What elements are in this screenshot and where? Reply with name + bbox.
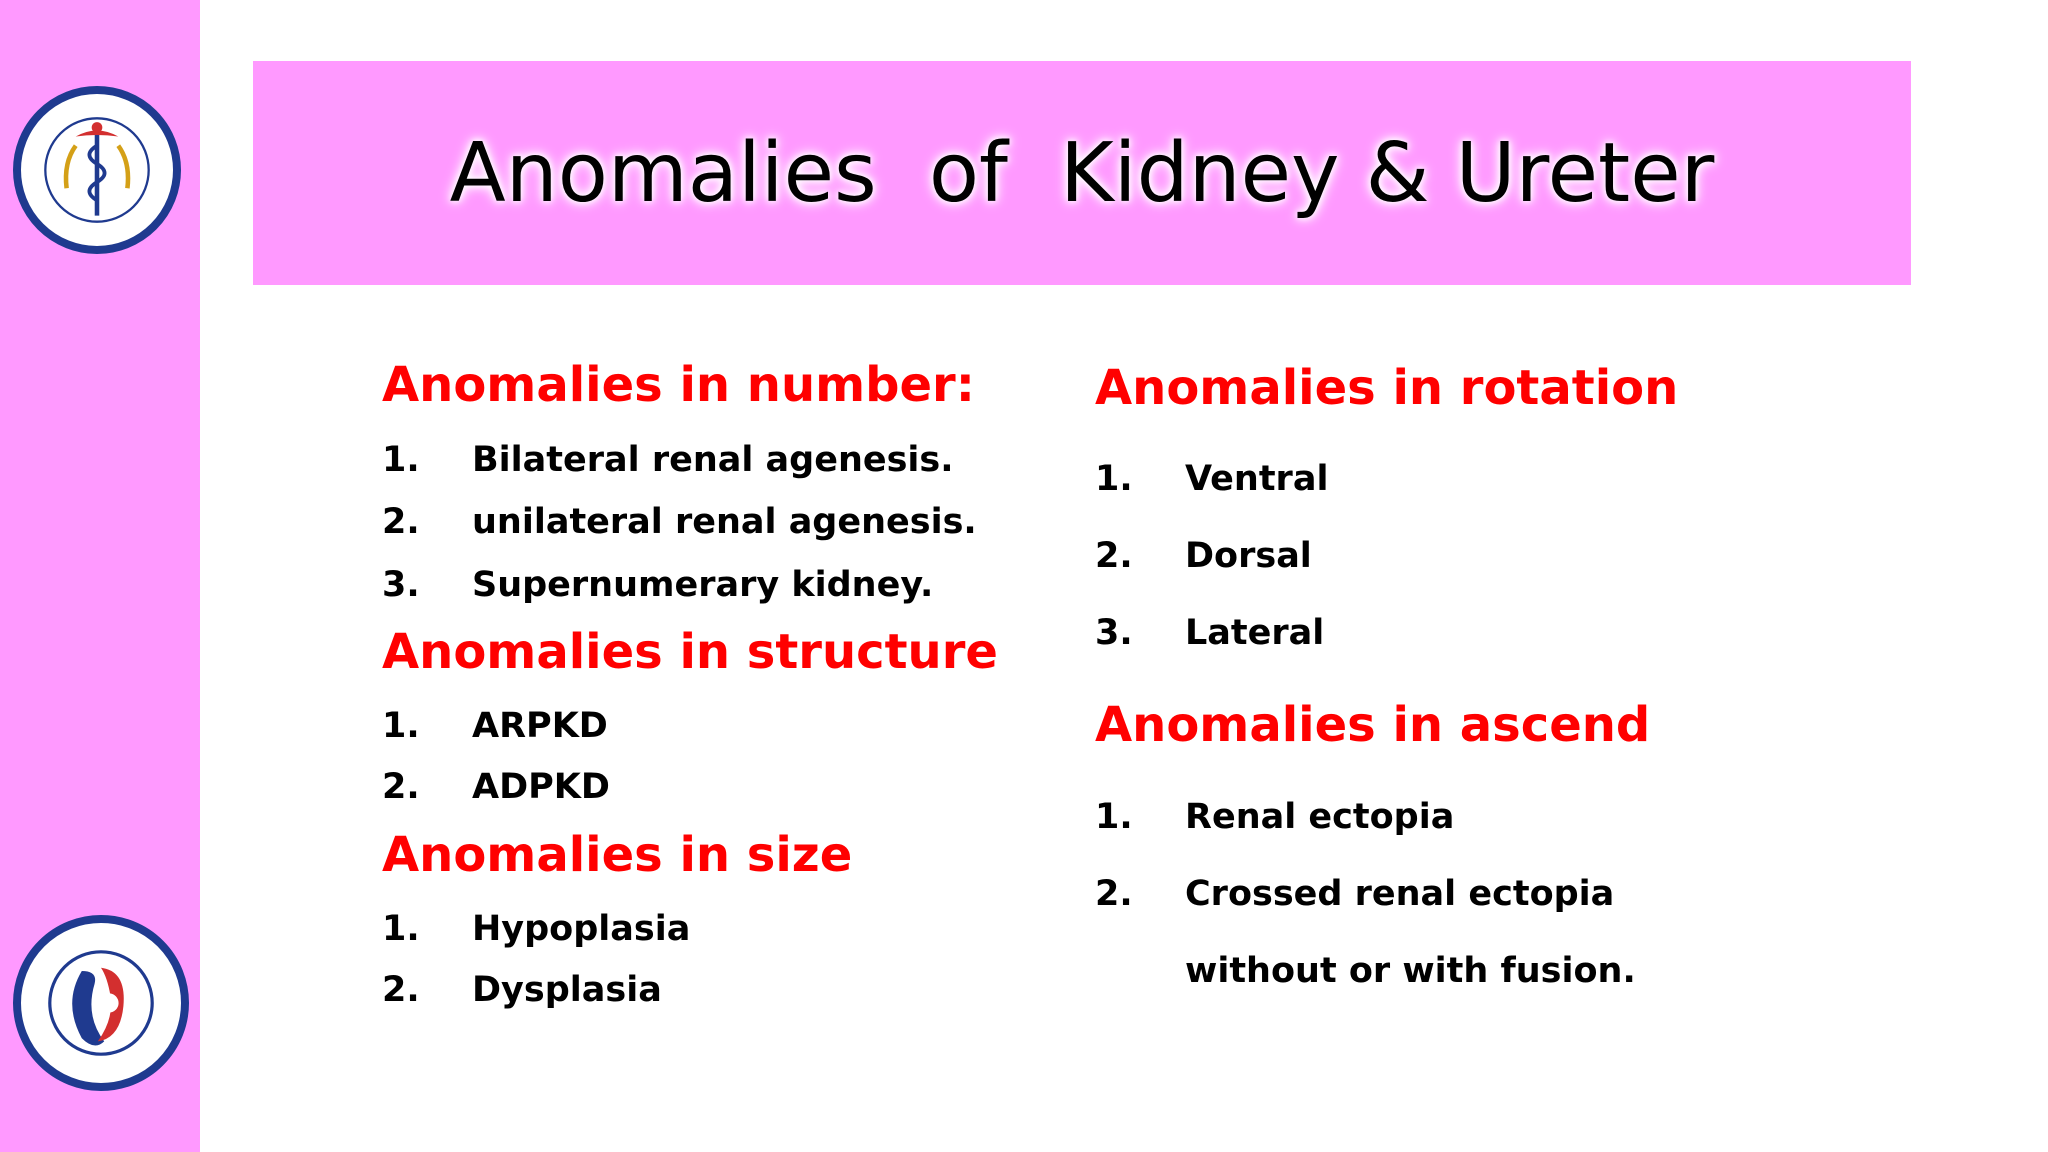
heading-anomalies-in-rotation: Anomalies in rotation xyxy=(1095,360,1679,416)
list-number: 2. xyxy=(382,970,420,1010)
list-text: unilateral renal agenesis. xyxy=(472,502,977,542)
list-number: 3. xyxy=(1095,613,1133,653)
caduceus-icon xyxy=(21,94,173,246)
title-banner xyxy=(253,61,1911,285)
list-text: Lateral xyxy=(1185,613,1325,653)
list-number: 2. xyxy=(1095,874,1133,914)
heading-anomalies-in-ascend: Anomalies in ascend xyxy=(1095,697,1651,753)
list-number: 1. xyxy=(382,706,420,746)
heading-anomalies-in-number: Anomalies in number: xyxy=(382,357,975,413)
list-number: 1. xyxy=(382,909,420,949)
list-number: 1. xyxy=(382,440,420,480)
orient-hospital-logo xyxy=(13,915,189,1091)
list-text: Supernumerary kidney. xyxy=(472,565,934,605)
heading-anomalies-in-size: Anomalies in size xyxy=(382,827,853,883)
list-text: Dorsal xyxy=(1185,536,1312,576)
list-text: Dysplasia xyxy=(472,970,662,1010)
list-text: ARPKD xyxy=(472,706,608,746)
list-number: 1. xyxy=(1095,459,1133,499)
mother-baby-icon xyxy=(21,923,181,1083)
list-number: 3. xyxy=(382,565,420,605)
list-text: without or with fusion. xyxy=(1185,951,1636,991)
list-number: 2. xyxy=(1095,536,1133,576)
list-number: 2. xyxy=(382,767,420,807)
list-text: Bilateral renal agenesis. xyxy=(472,440,954,480)
faculty-of-medicine-logo xyxy=(13,86,181,254)
list-text: Ventral xyxy=(1185,459,1329,499)
list-number: 2. xyxy=(382,502,420,542)
slide-title: Anomalies of Kidney & Ureter xyxy=(449,125,1715,221)
list-text: Renal ectopia xyxy=(1185,797,1455,837)
heading-anomalies-in-structure: Anomalies in structure xyxy=(382,624,998,680)
list-text: Crossed renal ectopia xyxy=(1185,874,1615,914)
list-text: Hypoplasia xyxy=(472,909,691,949)
list-text: ADPKD xyxy=(472,767,610,807)
list-number: 1. xyxy=(1095,797,1133,837)
